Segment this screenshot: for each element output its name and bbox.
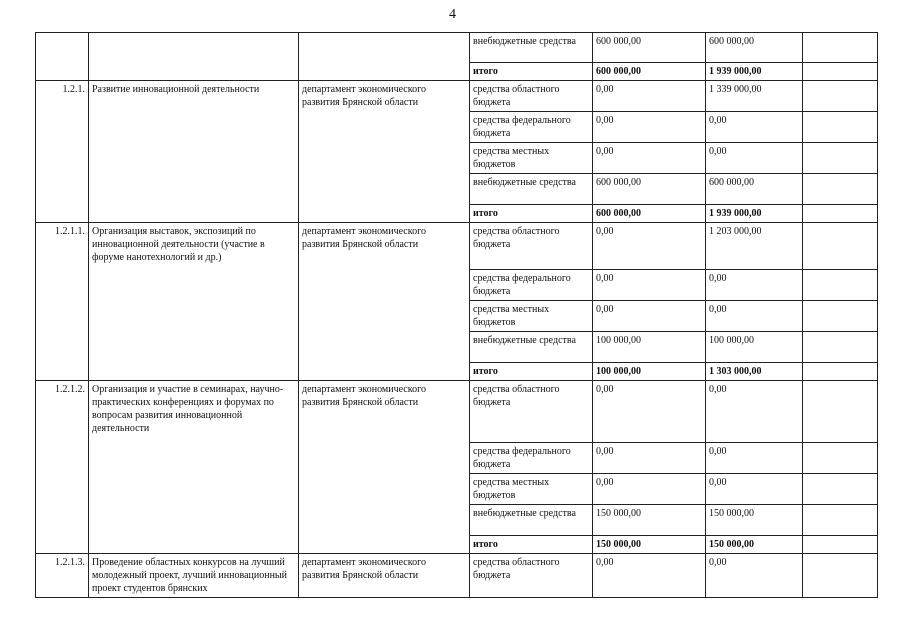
amount-2: 1 939 000,00 [706, 63, 803, 81]
item-name: Организация выставок, экспозиций по инновационной деятельности (участие в форуме нанотехнологий и др.) [89, 223, 299, 381]
table-row [36, 223, 878, 270]
item-name [89, 33, 299, 81]
empty-cell [803, 554, 878, 598]
empty-cell [803, 205, 878, 223]
funding-source: средства федерального бюджета [470, 112, 593, 143]
item-name: Организация и участие в семинарах, научно-практических конференциях и форумах по вопросам развития инновационной деятельности [89, 381, 299, 554]
funding-source: средства местных бюджетов [470, 474, 593, 505]
table-row [36, 33, 878, 63]
amount-2: 0,00 [706, 143, 803, 174]
amount-2: 0,00 [706, 270, 803, 301]
budget-table [35, 32, 878, 598]
amount-2: 1 339 000,00 [706, 81, 803, 112]
funding-source: средства федерального бюджета [470, 443, 593, 474]
amount-2: 0,00 [706, 112, 803, 143]
funding-source: средства местных бюджетов [470, 143, 593, 174]
item-code: 1.2.1.3. [36, 554, 89, 598]
amount-2: 0,00 [706, 474, 803, 505]
amount-1: 0,00 [593, 223, 706, 270]
item-name: Развитие инновационной деятельности [89, 81, 299, 223]
amount-1: 600 000,00 [593, 174, 706, 205]
amount-1: 100 000,00 [593, 332, 706, 363]
item-executor: департамент экономического развития Брянской области [299, 81, 470, 223]
amount-1: 600 000,00 [593, 63, 706, 81]
amount-1: 0,00 [593, 554, 706, 598]
item-executor: департамент экономического развития Брянской области [299, 223, 470, 381]
item-code: 1.2.1.2. [36, 381, 89, 554]
empty-cell [803, 143, 878, 174]
amount-1: 600 000,00 [593, 205, 706, 223]
amount-1: 150 000,00 [593, 505, 706, 536]
empty-cell [803, 223, 878, 270]
empty-cell [803, 270, 878, 301]
funding-source: средства местных бюджетов [470, 301, 593, 332]
amount-1: 600 000,00 [593, 33, 706, 63]
amount-2: 0,00 [706, 554, 803, 598]
funding-source: средства областного бюджета [470, 81, 593, 112]
empty-cell [803, 443, 878, 474]
amount-2: 100 000,00 [706, 332, 803, 363]
funding-source: внебюджетные средства [470, 33, 593, 63]
empty-cell [803, 363, 878, 381]
empty-cell [803, 474, 878, 505]
amount-2: 0,00 [706, 443, 803, 474]
empty-cell [803, 381, 878, 443]
amount-2: 0,00 [706, 301, 803, 332]
funding-source: внебюджетные средства [470, 332, 593, 363]
item-executor: департамент экономического развития Брянской области [299, 381, 470, 554]
item-executor [299, 33, 470, 81]
amount-2: 0,00 [706, 381, 803, 443]
amount-2: 1 303 000,00 [706, 363, 803, 381]
amount-1: 0,00 [593, 381, 706, 443]
empty-cell [803, 174, 878, 205]
funding-source: средства областного бюджета [470, 381, 593, 443]
amount-1: 0,00 [593, 143, 706, 174]
amount-2: 1 939 000,00 [706, 205, 803, 223]
amount-1: 0,00 [593, 301, 706, 332]
funding-source: внебюджетные средства [470, 505, 593, 536]
amount-1: 0,00 [593, 270, 706, 301]
empty-cell [803, 505, 878, 536]
amount-2: 600 000,00 [706, 33, 803, 63]
empty-cell [803, 63, 878, 81]
item-executor: департамент экономического развития Брянской области [299, 554, 470, 598]
funding-source: внебюджетные средства [470, 174, 593, 205]
empty-cell [803, 536, 878, 554]
item-code [36, 33, 89, 81]
funding-source: итого [470, 205, 593, 223]
amount-1: 0,00 [593, 443, 706, 474]
funding-source: средства областного бюджета [470, 223, 593, 270]
funding-source: средства областного бюджета [470, 554, 593, 598]
table-row [36, 381, 878, 443]
funding-source: итого [470, 536, 593, 554]
amount-1: 100 000,00 [593, 363, 706, 381]
empty-cell [803, 81, 878, 112]
item-code: 1.2.1. [36, 81, 89, 223]
amount-2: 600 000,00 [706, 174, 803, 205]
table-row [36, 554, 878, 598]
empty-cell [803, 332, 878, 363]
funding-source: средства федерального бюджета [470, 270, 593, 301]
amount-2: 150 000,00 [706, 536, 803, 554]
amount-2: 1 203 000,00 [706, 223, 803, 270]
empty-cell [803, 301, 878, 332]
amount-1: 150 000,00 [593, 536, 706, 554]
funding-source: итого [470, 363, 593, 381]
page-number: 4 [449, 7, 456, 22]
item-code: 1.2.1.1. [36, 223, 89, 381]
empty-cell [803, 33, 878, 63]
amount-1: 0,00 [593, 474, 706, 505]
amount-2: 150 000,00 [706, 505, 803, 536]
empty-cell [803, 112, 878, 143]
funding-source: итого [470, 63, 593, 81]
amount-1: 0,00 [593, 112, 706, 143]
table-row [36, 81, 878, 112]
item-name: Проведение областных конкурсов на лучший молодежный проект, лучший инновационный проект студентов брянских [89, 554, 299, 598]
amount-1: 0,00 [593, 81, 706, 112]
